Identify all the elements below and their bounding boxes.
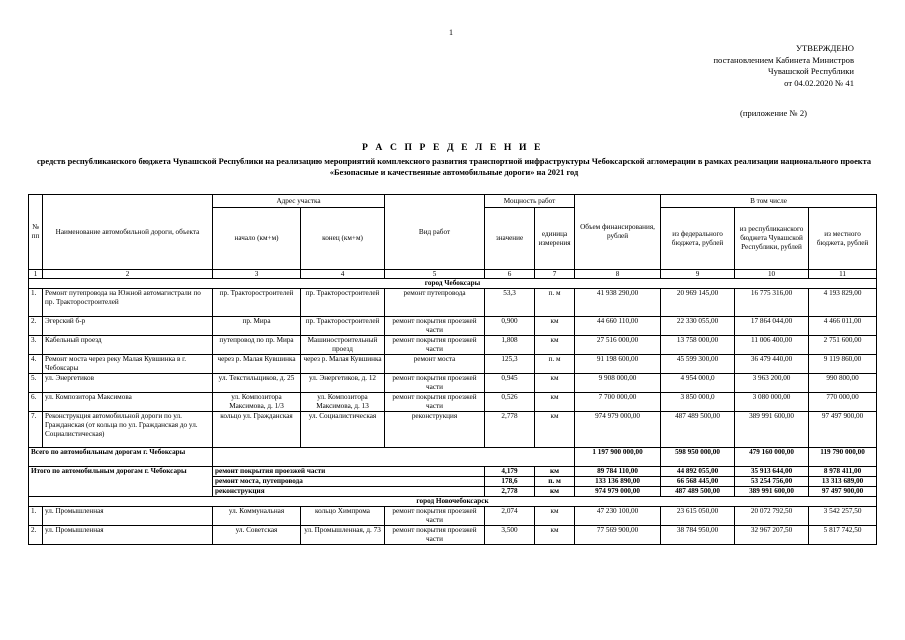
cell-republic: 3 080 000,00 (735, 393, 809, 412)
cell-value: 0,526 (485, 393, 535, 412)
subtotal-row (29, 467, 877, 477)
cell-road: Реконструкция автомобильной дороги по ул. Гражданская (от кольца по ул. Гражданская до ул. Социалистическая) (43, 412, 213, 448)
cell-value: 0,900 (485, 317, 535, 336)
header-value: значение (485, 208, 535, 270)
subtotal-sum: 89 784 110,00 (575, 467, 661, 477)
distribution-table (28, 194, 877, 545)
header-road: Наименование автомобильной дороги, объекта (43, 195, 213, 270)
cell-unit: км (535, 336, 575, 355)
cell-republic: 32 967 207,50 (735, 526, 809, 545)
subtotal-work: ремонт моста, путепровода (213, 477, 485, 487)
cell-work: ремонт путепровода (385, 289, 485, 317)
header-row (29, 195, 877, 208)
cell-local: 3 542 257,50 (809, 507, 877, 526)
subtotal-republic: 53 254 756,00 (735, 477, 809, 487)
cell-start: ул. Композитора Максимова, д. 1/3 (213, 393, 301, 412)
header-including: В том числе (661, 195, 877, 208)
cell-unit: п. м (535, 355, 575, 374)
cell-num: 2. (29, 317, 43, 336)
cell-federal: 45 599 300,00 (661, 355, 735, 374)
cell-total: 27 516 000,00 (575, 336, 661, 355)
column-index: 5 (385, 270, 485, 279)
cell-num: 2. (29, 526, 43, 545)
cell-value: 1,808 (485, 336, 535, 355)
cell-work: ремонт покрытия проезжей части (385, 336, 485, 355)
section-title: город Чебоксары (29, 279, 877, 289)
cell-work: ремонт покрытия проезжей части (385, 393, 485, 412)
table-row (29, 317, 877, 336)
column-index: 6 (485, 270, 535, 279)
cell-end: пр. Тракторостроителей (301, 317, 385, 336)
cell-num: 1. (29, 507, 43, 526)
cell-start: пр. Тракторостроителей (213, 289, 301, 317)
cell-num: 3. (29, 336, 43, 355)
column-index: 10 (735, 270, 809, 279)
table-row (29, 289, 877, 317)
table-row (29, 374, 877, 393)
cell-road: Эгерский б-р (43, 317, 213, 336)
section-row (29, 497, 877, 507)
cell-unit: км (535, 526, 575, 545)
cell-end: ул. Энергетиков, д. 12 (301, 374, 385, 393)
subtotal-federal: 44 892 055,00 (661, 467, 735, 477)
cell-republic: 20 072 792,50 (735, 507, 809, 526)
cell-work: ремонт покрытия проезжей части (385, 317, 485, 336)
cell-unit: км (535, 317, 575, 336)
cell-republic: 17 864 044,00 (735, 317, 809, 336)
cell-work: ремонт покрытия проезжей части (385, 374, 485, 393)
grand-total-federal: 598 950 000,00 (661, 448, 735, 467)
column-index: 2 (43, 270, 213, 279)
cell-republic: 16 775 316,00 (735, 289, 809, 317)
cell-start: ул. Советская (213, 526, 301, 545)
cell-work: реконструкция (385, 412, 485, 448)
cell-end: ул. Композитора Максимова, д. 13 (301, 393, 385, 412)
cell-num: 4. (29, 355, 43, 374)
cell-local: 5 817 742,50 (809, 526, 877, 545)
approval-line: Чувашской Республики (768, 66, 854, 77)
cell-num: 5. (29, 374, 43, 393)
header-republic: из республиканского бюджета Чувашской Республики, рублей (735, 208, 809, 270)
cell-road: Ремонт моста через реку Малая Кувшинка в г. Чебоксары (43, 355, 213, 374)
column-index: 8 (575, 270, 661, 279)
header-work: Вид работ (385, 195, 485, 270)
cell-value: 125,3 (485, 355, 535, 374)
subtotal-sum: 974 979 000,00 (575, 487, 661, 497)
cell-local: 2 751 600,00 (809, 336, 877, 355)
cell-local: 990 800,00 (809, 374, 877, 393)
cell-end: ул. Социалистическая (301, 412, 385, 448)
table-row (29, 336, 877, 355)
cell-total: 974 979 000,00 (575, 412, 661, 448)
approval-line: УТВЕРЖДЕНО (795, 43, 854, 53)
cell-work: ремонт покрытия проезжей части (385, 507, 485, 526)
cell-federal: 487 489 500,00 (661, 412, 735, 448)
column-index: 7 (535, 270, 575, 279)
cell-republic: 3 963 200,00 (735, 374, 809, 393)
subtotal-unit: км (535, 467, 575, 477)
cell-total: 41 938 290,00 (575, 289, 661, 317)
cell-road: ул. Промышленная (43, 526, 213, 545)
subtotal-federal: 66 568 445,00 (661, 477, 735, 487)
column-index: 4 (301, 270, 385, 279)
cell-total: 44 660 110,00 (575, 317, 661, 336)
cell-federal: 22 330 055,00 (661, 317, 735, 336)
cell-start: пр. Мира (213, 317, 301, 336)
header-capacity: Мощность работ (485, 195, 575, 208)
cell-unit: км (535, 507, 575, 526)
header-unit: единица измерения (535, 208, 575, 270)
cell-end: Машиностроительный проезд (301, 336, 385, 355)
column-index: 9 (661, 270, 735, 279)
cell-unit: п. м (535, 289, 575, 317)
cell-start: ул. Текстильщиков, д. 25 (213, 374, 301, 393)
table-row (29, 526, 877, 545)
appendix-note: (приложение № 2) (739, 108, 807, 118)
column-index: 1 (29, 270, 43, 279)
table-row (29, 393, 877, 412)
subtotal-local: 13 313 689,00 (809, 477, 877, 487)
column-index: 3 (213, 270, 301, 279)
cell-num: 6. (29, 393, 43, 412)
subtotal-republic: 389 991 600,00 (735, 487, 809, 497)
cell-road: ул. Композитора Максимова (43, 393, 213, 412)
cell-end: через р. Малая Кувшинка (301, 355, 385, 374)
cell-unit: км (535, 393, 575, 412)
cell-start: ул. Коммунальная (213, 507, 301, 526)
subtotal-federal: 487 489 500,00 (661, 487, 735, 497)
cell-total: 77 569 900,00 (575, 526, 661, 545)
approval-block (640, 43, 854, 89)
page-number: 1 (449, 28, 453, 37)
subtotal-republic: 35 913 644,00 (735, 467, 809, 477)
subtotal-work: ремонт покрытия проезжей части (213, 467, 485, 477)
header-address: Адрес участка (213, 195, 385, 208)
cell-federal: 38 784 950,00 (661, 526, 735, 545)
cell-local: 4 466 011,00 (809, 317, 877, 336)
column-index-row (29, 270, 877, 279)
cell-total: 47 230 100,00 (575, 507, 661, 526)
cell-federal: 13 758 000,00 (661, 336, 735, 355)
cell-local: 4 193 829,00 (809, 289, 877, 317)
document-title: Р А С П Р Е Д Е Л Е Н И Е (361, 142, 544, 153)
cell-value: 53,3 (485, 289, 535, 317)
cell-end: кольцо Химпрома (301, 507, 385, 526)
cell-federal: 20 969 145,00 (661, 289, 735, 317)
cell-start: путепровод по пр. Мира (213, 336, 301, 355)
cell-federal: 3 850 000,0 (661, 393, 735, 412)
cell-local: 9 119 860,00 (809, 355, 877, 374)
cell-unit: км (535, 374, 575, 393)
grand-total-row (29, 448, 877, 467)
cell-end: пр. Тракторостроителей (301, 289, 385, 317)
subtotal-unit: п. м (535, 477, 575, 487)
cell-end: ул. Промышленная, д. 73 (301, 526, 385, 545)
cell-federal: 4 954 000,0 (661, 374, 735, 393)
cell-republic: 11 006 400,00 (735, 336, 809, 355)
subtotal-value: 2,778 (485, 487, 535, 497)
cell-start: кольцо ул. Гражданская (213, 412, 301, 448)
cell-value: 2,778 (485, 412, 535, 448)
header-local: из местного бюджета, рублей (809, 208, 877, 270)
cell-road: Ремонт путепровода на Южной автомагистрали по пр. Тракторостроителей (43, 289, 213, 317)
header-federal: из федерального бюджета, рублей (661, 208, 735, 270)
subtotal-work: реконструкция (213, 487, 485, 497)
table-row (29, 355, 877, 374)
cell-local: 97 497 900,00 (809, 412, 877, 448)
cell-republic: 36 479 440,00 (735, 355, 809, 374)
grand-total-label: Всего по автомобильным дорогам г. Чебоксары (29, 448, 213, 467)
cell-num: 1. (29, 289, 43, 317)
grand-total-sum: 1 197 900 000,00 (575, 448, 661, 467)
cell-local: 770 000,00 (809, 393, 877, 412)
cell-republic: 389 991 600,00 (735, 412, 809, 448)
cell-unit: км (535, 412, 575, 448)
cell-total: 7 700 000,00 (575, 393, 661, 412)
cell-road: Кабельный проезд (43, 336, 213, 355)
subtotal-value: 4,179 (485, 467, 535, 477)
cell-road: ул. Энергетиков (43, 374, 213, 393)
cell-work: ремонт покрытия проезжей части (385, 526, 485, 545)
approval-line: постановлением Кабинета Министров (713, 54, 854, 65)
subtotal-unit: км (535, 487, 575, 497)
cell-value: 0,945 (485, 374, 535, 393)
subtotal-local: 8 978 411,00 (809, 467, 877, 477)
cell-num: 7. (29, 412, 43, 448)
grand-total-local: 119 790 000,00 (809, 448, 877, 467)
table-row (29, 412, 877, 448)
cell-federal: 23 615 050,00 (661, 507, 735, 526)
cell-road: ул. Промышленная (43, 507, 213, 526)
cell-value: 2,074 (485, 507, 535, 526)
cell-total: 9 908 000,00 (575, 374, 661, 393)
cell-start: через р. Малая Кувшинка (213, 355, 301, 374)
header-num: № пп (29, 195, 43, 270)
cell-value: 3,500 (485, 526, 535, 545)
cell-total: 91 198 600,00 (575, 355, 661, 374)
column-index: 11 (809, 270, 877, 279)
subtotal-local: 97 497 900,00 (809, 487, 877, 497)
header-end: конец (км+м) (301, 208, 385, 270)
document-subtitle: средств республиканского бюджета Чувашской Республики на реализацию мероприятий комплексного развития транспортной инфраструктуры Чебоксарской агломерации в рамках реализации национального проекта «Безопасные и качественные автомобильные дороги» на 2021 год (36, 157, 872, 177)
subtotal-label: Итого по автомобильным дорогам г. Чебоксары (29, 467, 213, 497)
section-title: город Новочебоксарск (29, 497, 877, 507)
grand-total-blank (213, 448, 575, 467)
subtotal-value: 178,6 (485, 477, 535, 487)
approval-date: от 04.02.2020 № 41 (784, 77, 854, 88)
subtotal-sum: 133 136 890,00 (575, 477, 661, 487)
cell-work: ремонт моста (385, 355, 485, 374)
header-funding: Объем финансирования, рублей (575, 195, 661, 270)
section-row (29, 279, 877, 289)
grand-total-republic: 479 160 000,00 (735, 448, 809, 467)
table-row (29, 507, 877, 526)
header-start: начало (км+м) (213, 208, 301, 270)
